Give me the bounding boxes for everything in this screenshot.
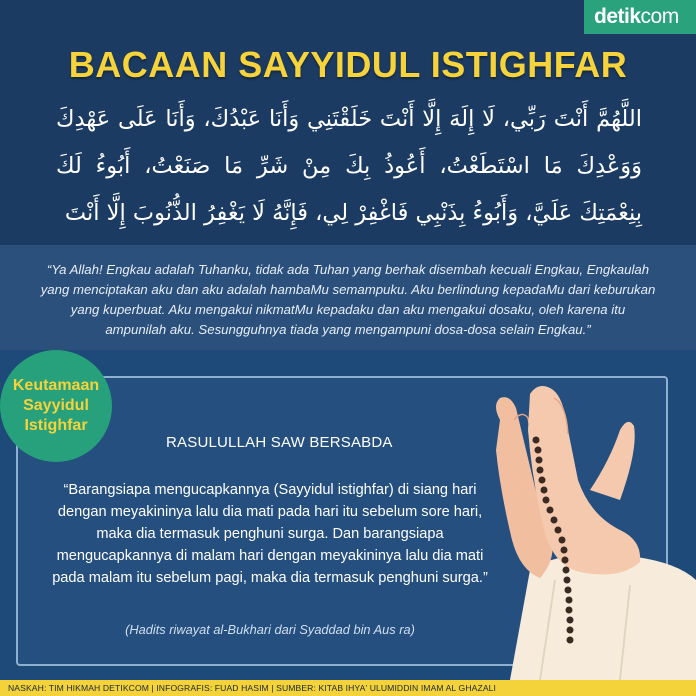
badge-line-1: Keutamaan bbox=[12, 377, 100, 394]
hadith-source: (Hadits riwayat al-Bukhari dari Syaddad bin Aus ra) bbox=[125, 622, 415, 637]
keutamaan-badge bbox=[0, 350, 112, 462]
arabic-prayer-text: اللَّهُمَّ أَنْتَ رَبِّي، لَا إِلَهَ إِلَّا أَنْتَ خَلَقْتَنِي وَأَنَا عَبْدُكَ، وَأَنَا عَلَى عَهْدِكَ وَوَعْدِكَ مَا اسْتَطَعْتُ، أَعُوذُ بِكَ مِنْ شَرِّ مَا صَنَعْتُ، أَبُوءُ لَكَ بِنِعْمَتِكَ عَلَيَّ، وَأَبُوءُ بِذَنْبِي فَاغْفِرْ لِي، فَإِنَّهُ لَا يَغْفِرُ الذُّنُوبَ إِلَّا أَنْتَ bbox=[56, 106, 642, 226]
page-title: BACAAN SAYYIDUL ISTIGHFAR bbox=[68, 44, 628, 85]
detik-logo[interactable]: detikcom bbox=[584, 0, 696, 34]
footer-credits: NASKAH: TIM HIKMAH DETIKCOM | INFOGRAFIS: FUAD HASIM | SUMBER: KITAB IHYA' ULUMIDDIN IMAM AL GHAZALI bbox=[0, 680, 696, 696]
translation-text: “Ya Allah! Engkau adalah Tuhanku, tidak ada Tuhan yang berhak disembah kecuali Engkau, Engkaulah yang menciptakan aku dan aku adalah hambaMu semampuku. Aku berlindung kepadaMu dari keburukan yang kuperbuat. Aku mengakui nikmatMu kepadaku dan aku mengakui dosaku, oleh karena itu ampunilah aku. Sesungguhnya tiada yang mengampuni dosa-dosa selain Engkau.” bbox=[40, 262, 656, 337]
badge-line-2: Sayyidul bbox=[23, 397, 89, 414]
hadith-heading: RASULULLAH SAW BERSABDA bbox=[166, 434, 393, 451]
praying-hands-illustration bbox=[470, 380, 696, 680]
badge-line-3: Istighfar bbox=[24, 417, 88, 434]
hadith-quote: “Barangsiapa mengucapkannya (Sayyidul istighfar) di siang hari dengan meyakininya lalu dia mati pada hari itu sebelum sore hari, maka dia termasuk penghuni surga. Dan barangsiapa mengucapkannya di malam hari dengan meyakininya lalu dia mati pada malam itu sebelum pagi, maka dia termasuk penghuni surga.” bbox=[52, 482, 488, 586]
